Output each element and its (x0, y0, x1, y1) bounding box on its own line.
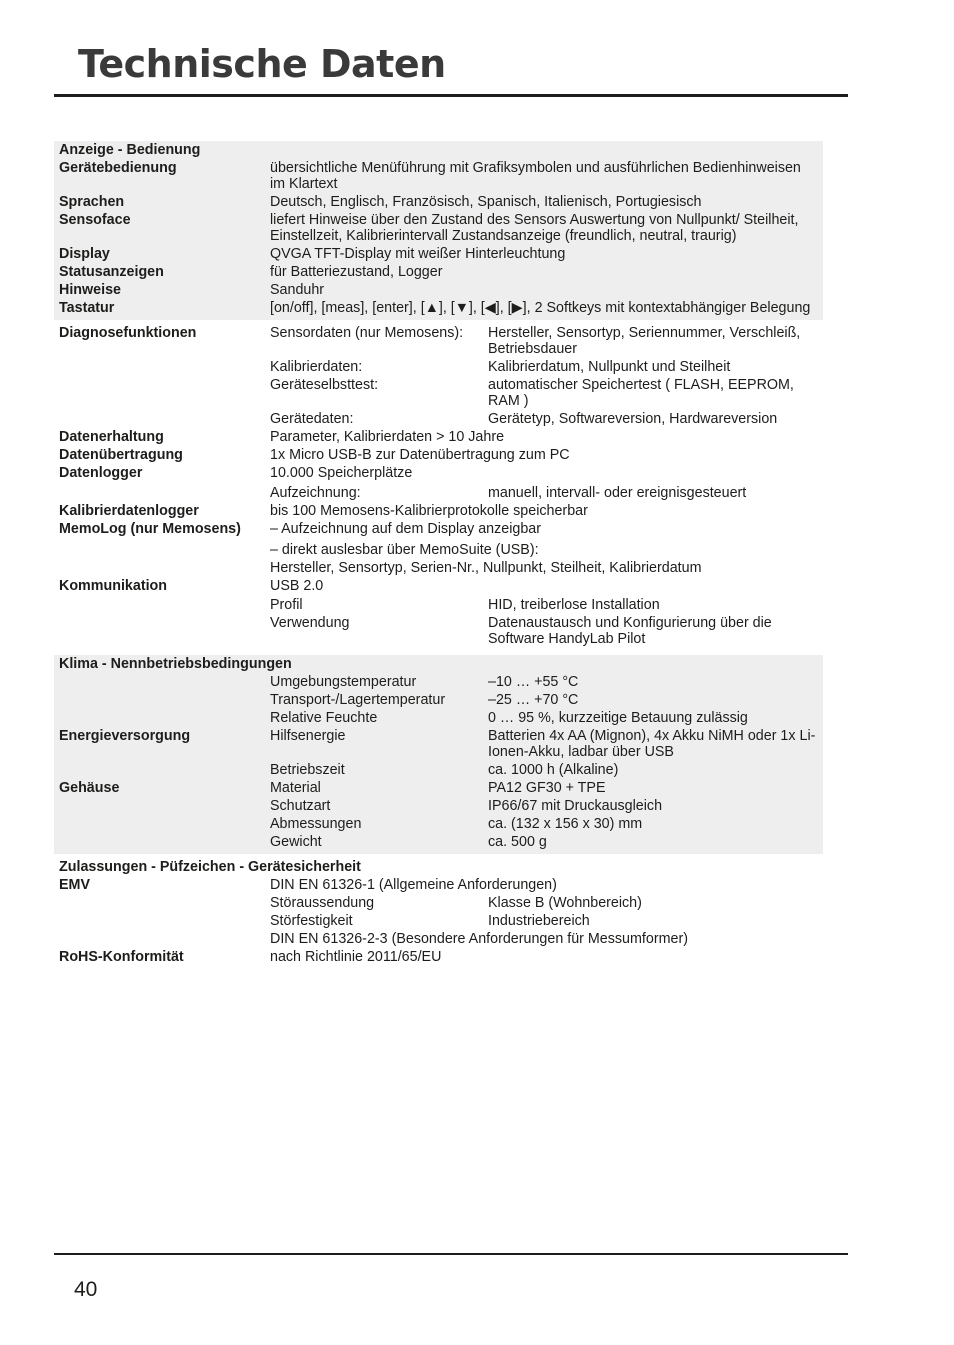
spec-row (59, 246, 818, 262)
spec-row (59, 877, 818, 893)
header-rule (54, 94, 848, 97)
spec-row (59, 194, 818, 210)
spec-value: Gerätetyp, Softwareversion, Hardwareversion (488, 411, 778, 427)
spec-label: Kommunikation (59, 578, 168, 594)
spec-label: EMV (59, 877, 90, 893)
spec-value: nach Richtlinie 2011/65/EU (270, 949, 442, 965)
spec-table (54, 141, 823, 973)
spec-value: Parameter, Kalibrierdaten > 10 Jahre (270, 429, 505, 445)
spec-value: automatischer Speichertest ( FLASH, EEPROM, RAM ) (488, 377, 794, 409)
spec-key: Profil (270, 597, 303, 613)
spec-value: manuell, intervall- oder ereignisgesteuert (488, 485, 747, 501)
spec-value: ca. 500 g (488, 834, 547, 850)
spec-key: Störaussendung (270, 895, 375, 911)
section-anzeige (54, 141, 823, 320)
spec-key: Aufzeichnung: (270, 485, 361, 501)
section-title: Anzeige - Bedienung (59, 142, 201, 158)
spec-label: Gerätebedienung (59, 160, 177, 176)
spec-value: USB 2.0 (270, 578, 324, 594)
spec-value: DIN EN 61326-2-3 (Besondere Anforderungen für Messumformer) (270, 931, 688, 947)
spec-row (59, 913, 818, 929)
spec-row (59, 160, 818, 192)
spec-row (59, 377, 818, 409)
spec-row (59, 710, 818, 726)
spec-row (59, 300, 818, 316)
page-title: Technische Daten (78, 42, 446, 86)
spec-value: liefert Hinweise über den Zustand des Sensors Auswertung von Nullpunkt/ Steilheit, Einstellzeit, Kalibrierintervall Zustandsanzeige (freundlich, neutral, traurig) (270, 212, 799, 244)
spec-value: IP66/67 mit Druckausgleich (488, 798, 663, 814)
spec-value: 0 … 95 %, kurzzeitige Betauung zulässig (488, 710, 748, 726)
spec-value: Kalibrierdatum, Nullpunkt und Steilheit (488, 359, 731, 375)
spec-key: Gerätedaten: (270, 411, 354, 427)
spec-key: Geräteselbsttest: (270, 377, 379, 393)
spec-label: Gehäuse (59, 780, 120, 796)
spec-label: Tastatur (59, 300, 115, 316)
spec-label: RoHS-Konformität (59, 949, 184, 965)
spec-value: Hersteller, Sensortyp, Serien-Nr., Nullpunkt, Steilheit, Kalibrierdatum (270, 560, 702, 576)
spec-row (59, 895, 818, 911)
spec-label: Sprachen (59, 194, 125, 210)
spec-value: –10 … +55 °C (488, 674, 579, 690)
spec-key: Relative Feuchte (270, 710, 378, 726)
spec-value: Batterien 4x AA (Mignon), 4x Akku NiMH oder 1x Li-Ionen-Akku, ladbar über USB (488, 728, 816, 760)
spec-key: Verwendung (270, 615, 350, 631)
spec-value: Hersteller, Sensortyp, Seriennummer, Verschleiß, Betriebsdauer (488, 325, 801, 357)
spec-key: Transport-/Lagertemperatur (270, 692, 446, 708)
section-diagnose (54, 324, 823, 651)
spec-row (59, 521, 818, 576)
spec-value: HID, treiberlose Installation (488, 597, 660, 613)
section-klima (54, 655, 823, 854)
spec-label: Energieversorgung (59, 728, 191, 744)
spec-row (59, 359, 818, 375)
spec-row (59, 780, 818, 796)
spec-row (59, 212, 818, 244)
spec-row (59, 931, 818, 947)
spec-value: Sanduhr (270, 282, 325, 298)
section-title: Klima - Nennbetriebsbedingungen (59, 656, 292, 672)
spec-value: Deutsch, Englisch, Französisch, Spanisch, Italienisch, Portugiesisch (270, 194, 702, 210)
spec-label: Datenübertragung (59, 447, 183, 463)
spec-label: Datenlogger (59, 465, 143, 481)
section-title: Zulassungen - Püfzeichen - Gerätesicherheit (59, 859, 361, 875)
spec-key: Sensordaten (nur Memosens): (270, 325, 464, 341)
spec-value: – direkt auslesbar über MemoSuite (USB): (270, 542, 539, 558)
spec-row (59, 798, 818, 814)
spec-label: Display (59, 246, 110, 262)
spec-row (59, 834, 818, 850)
spec-label: Statusanzeigen (59, 264, 164, 280)
spec-value: Datenaustausch und Konfigurierung über die Software HandyLab Pilot (488, 615, 772, 647)
spec-value: QVGA TFT-Display mit weißer Hinterleuchtung (270, 246, 566, 262)
spec-value: ca. 1000 h (Alkaline) (488, 762, 619, 778)
spec-key: Material (270, 780, 321, 796)
spec-key: Störfestigkeit (270, 913, 353, 929)
spec-value: für Batteriezustand, Logger (270, 264, 443, 280)
spec-label: Kalibrierdatenlogger (59, 503, 199, 519)
spec-label: Hinweise (59, 282, 121, 298)
spec-label: Datenerhaltung (59, 429, 164, 445)
spec-row (59, 674, 818, 690)
spec-key: Schutzart (270, 798, 331, 814)
spec-value: 10.000 Speicherplätze (270, 465, 413, 481)
spec-row (59, 578, 818, 647)
page-number: 40 (74, 1278, 98, 1301)
spec-key: Betriebszeit (270, 762, 345, 778)
spec-value: ca. (132 x 156 x 30) mm (488, 816, 643, 832)
spec-row (59, 325, 818, 357)
spec-key: Abmessungen (270, 816, 362, 832)
spec-label: MemoLog (nur Memosens) (59, 521, 241, 537)
spec-value: PA12 GF30 + TPE (488, 780, 606, 796)
spec-value: – Aufzeichnung auf dem Display anzeigbar (270, 521, 542, 537)
spec-row (59, 264, 818, 280)
spec-row (59, 447, 818, 463)
spec-value: Industriebereich (488, 913, 590, 929)
spec-key: Kalibrierdaten: (270, 359, 363, 375)
spec-row (59, 429, 818, 445)
spec-key: Hilfsenergie (270, 728, 346, 744)
spec-row (59, 816, 818, 832)
spec-value: Klasse B (Wohnbereich) (488, 895, 642, 911)
spec-row (59, 762, 818, 778)
spec-value: 1x Micro USB-B zur Datenübertragung zum PC (270, 447, 570, 463)
spec-row (59, 949, 818, 965)
spec-label: Diagnosefunktionen (59, 325, 197, 341)
spec-label: Sensoface (59, 212, 131, 228)
spec-row (59, 411, 818, 427)
spec-key: Umgebungstemperatur (270, 674, 417, 690)
spec-value: DIN EN 61326-1 (Allgemeine Anforderungen) (270, 877, 557, 893)
spec-row (59, 503, 818, 519)
spec-value: [on/off], [meas], [enter], [▲], [▼], [◀], [▶], 2 Softkeys mit kontextabhängiger Belegung (270, 300, 811, 316)
spec-row (59, 282, 818, 298)
spec-row (59, 465, 818, 501)
spec-value: –25 … +70 °C (488, 692, 579, 708)
section-zulassungen (54, 858, 823, 969)
footer-rule (54, 1253, 848, 1255)
spec-value: bis 100 Memosens-Kalibrierprotokolle speicherbar (270, 503, 588, 519)
spec-value: übersichtliche Menüführung mit Grafiksymbolen und ausführlichen Bedienhinweisen im Klartext (270, 160, 801, 192)
spec-row (59, 728, 818, 760)
spec-key: Gewicht (270, 834, 322, 850)
spec-row (59, 692, 818, 708)
